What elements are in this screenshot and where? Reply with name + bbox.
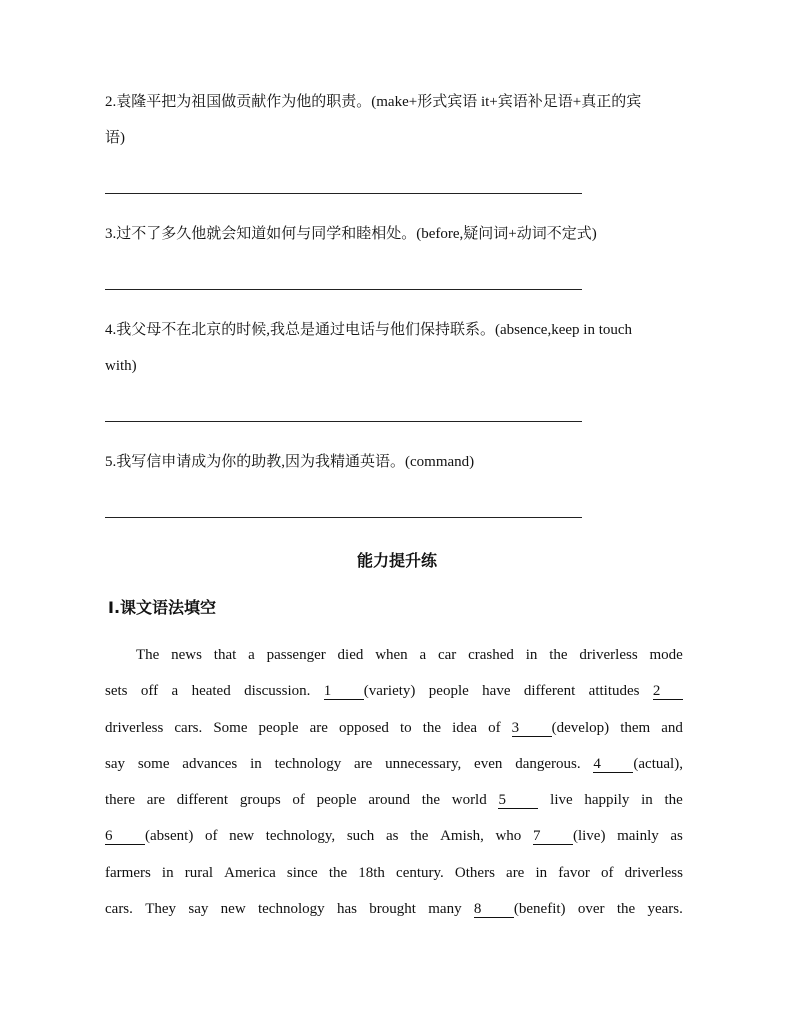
passage-word: the [616,901,636,918]
passage-word: in [250,755,262,772]
passage-word: attitudes [588,683,640,700]
blank-group-1 [324,673,416,709]
passage-word: the [549,647,568,663]
passage-word: heated [191,683,231,700]
passage-word: of [204,828,218,845]
passage-word: even [474,755,503,772]
passage-word: driverless [579,647,638,663]
passage-word: Some [213,719,248,736]
passage-word: advances [182,755,238,772]
passage-word: when [375,647,408,663]
passage-word: rural [184,864,214,881]
passage-word: are [309,719,328,736]
blank-5[interactable]: 5 [498,792,538,809]
blank-group-5 [498,782,538,818]
passage-word: different [176,792,229,809]
question-5-line-1: 5.我写信申请成为你的助教,因为我精通英语。(command) [105,454,475,470]
passage-word: say [105,755,125,772]
question-4-line-2: with) [105,358,137,374]
passage-word: of [292,792,305,809]
blank-group-3 [512,710,609,746]
blank-group-7 [533,818,605,854]
passage-word: in [525,647,538,663]
passage-word: over [577,901,605,918]
passage-word: that [213,647,237,663]
blank-hint: (live) [572,828,606,845]
section-title: 能力提升练 [356,551,437,570]
passage-word: them [620,719,651,736]
passage-word: since [286,864,318,881]
subsection-title: Ⅰ.课文语法填空 [108,598,217,617]
passage-word: are [146,792,166,809]
passage-word: technology [257,901,325,918]
blank-group-8 [474,891,566,927]
passage-word: car [437,647,457,663]
passage-word: Amish, [440,828,484,845]
passage-word: the [421,792,441,809]
passage-word: favor [558,864,590,881]
passage-word: say [188,901,209,918]
passage-word: a [248,647,255,663]
question-3-line-1: 3.过不了多久他就会知道如何与同学和睦相处。(before,疑问词+动词不定式) [105,226,597,242]
passage-word: off [140,683,159,700]
passage-word: mode [649,647,683,663]
passage-word: the [328,864,348,881]
passage-word: happily [584,792,630,809]
passage-word: the [422,719,442,736]
passage-word: The [136,647,160,663]
passage-word: in [641,792,653,809]
passage-word: live [550,792,573,809]
passage-line [105,673,683,709]
cloze-passage [105,637,683,927]
passage-word: people [258,719,299,736]
blank-hint: (variety) [363,683,416,700]
passage-line [105,855,683,891]
passage-word: a [419,647,427,663]
question-4 [105,312,687,384]
passage-word: driverless [624,864,683,881]
passage-word: dangerous. [515,755,581,772]
answer-line-5[interactable] [105,517,582,518]
passage-word: unnecessary, [385,755,462,772]
passage-word: have [482,683,511,700]
passage-word: died [337,647,364,663]
question-2 [105,84,687,156]
passage-word: farmers [105,864,151,881]
passage-word: in [161,864,174,881]
passage-word: as [670,828,683,845]
passage-word: who [495,828,522,845]
blank-hint: (absent) [145,828,194,845]
passage-word: people [428,683,469,700]
passage-word: in [535,864,548,881]
passage-word: new [220,901,246,918]
passage-word: around [368,792,410,809]
passage-line [105,710,683,746]
passage-word: passenger [266,647,326,663]
passage-word: of [601,864,614,881]
passage-word: technology, [265,828,336,845]
blank-7[interactable]: 7 [533,828,573,845]
blank-hint: (actual), [633,755,683,772]
passage-word: to [399,719,412,736]
passage-word: sets [105,683,128,700]
question-2-line-2: 语) [105,130,125,146]
question-2-line-1: 2.袁隆平把为祖国做贡献作为他的职责。(make+形式宾语 it+宾语补足语+真正的宾 [105,94,642,110]
passage-line [105,891,683,927]
passage-line [105,637,683,673]
passage-word: and [661,719,683,736]
passage-word: are [506,864,525,881]
blank-8[interactable]: 8 [474,901,514,918]
blank-group-4 [593,746,683,782]
passage-word: has [336,901,357,918]
blank-group-2 [653,673,683,709]
passage-word: of [488,719,501,736]
question-4-line-1: 4.我父母不在北京的时候,我总是通过电话与他们保持联系。(absence,keep in touch [105,322,633,338]
passage-line [105,818,683,854]
passage-word: years. [647,901,683,918]
blank-4[interactable]: 4 [593,756,633,773]
passage-word: 18th [358,864,385,881]
passage-word: some [137,755,170,772]
passage-word: groups [239,792,281,809]
passage-word: news [171,647,202,663]
passage-word: a [171,683,179,700]
passage-word: there [105,792,135,809]
blank-3[interactable]: 3 [512,720,552,737]
question-5 [105,444,687,480]
passage-word: mainly [617,828,659,845]
passage-word: cars. [174,719,203,736]
passage-word: discussion. [244,683,311,700]
passage-word: idea [452,719,478,736]
passage-word: opposed [338,719,389,736]
blank-2[interactable]: 2 [653,683,683,700]
passage-word: cars. [105,901,133,918]
passage-word: They [145,901,177,918]
answer-line-2[interactable] [105,193,582,194]
question-3 [105,216,687,252]
passage-word: century. [396,864,444,881]
blank-hint: (develop) [551,719,610,736]
blank-hint: (benefit) [513,901,566,918]
passage-word: people [316,792,357,809]
passage-word: technology [274,755,342,772]
passage-word: crashed [468,647,514,663]
passage-line [105,782,683,818]
passage-word: many [428,901,462,918]
passage-word: the [410,828,429,845]
passage-word: different [523,683,576,700]
answer-line-4[interactable] [105,421,582,422]
blank-6[interactable]: 6 [105,828,145,845]
passage-word: America [224,864,276,881]
passage-word: as [385,828,399,845]
passage-line [105,746,683,782]
passage-word: such [346,828,375,845]
passage-word: driverless [105,719,164,736]
blank-1[interactable]: 1 [324,683,364,700]
passage-word: world [451,792,487,809]
passage-word: are [354,755,373,772]
passage-word: the [664,792,683,809]
passage-word: Others [454,864,495,881]
passage-word: new [229,828,255,845]
blank-group-6 [105,818,193,854]
passage-word: brought [369,901,416,918]
answer-line-3[interactable] [105,289,582,290]
